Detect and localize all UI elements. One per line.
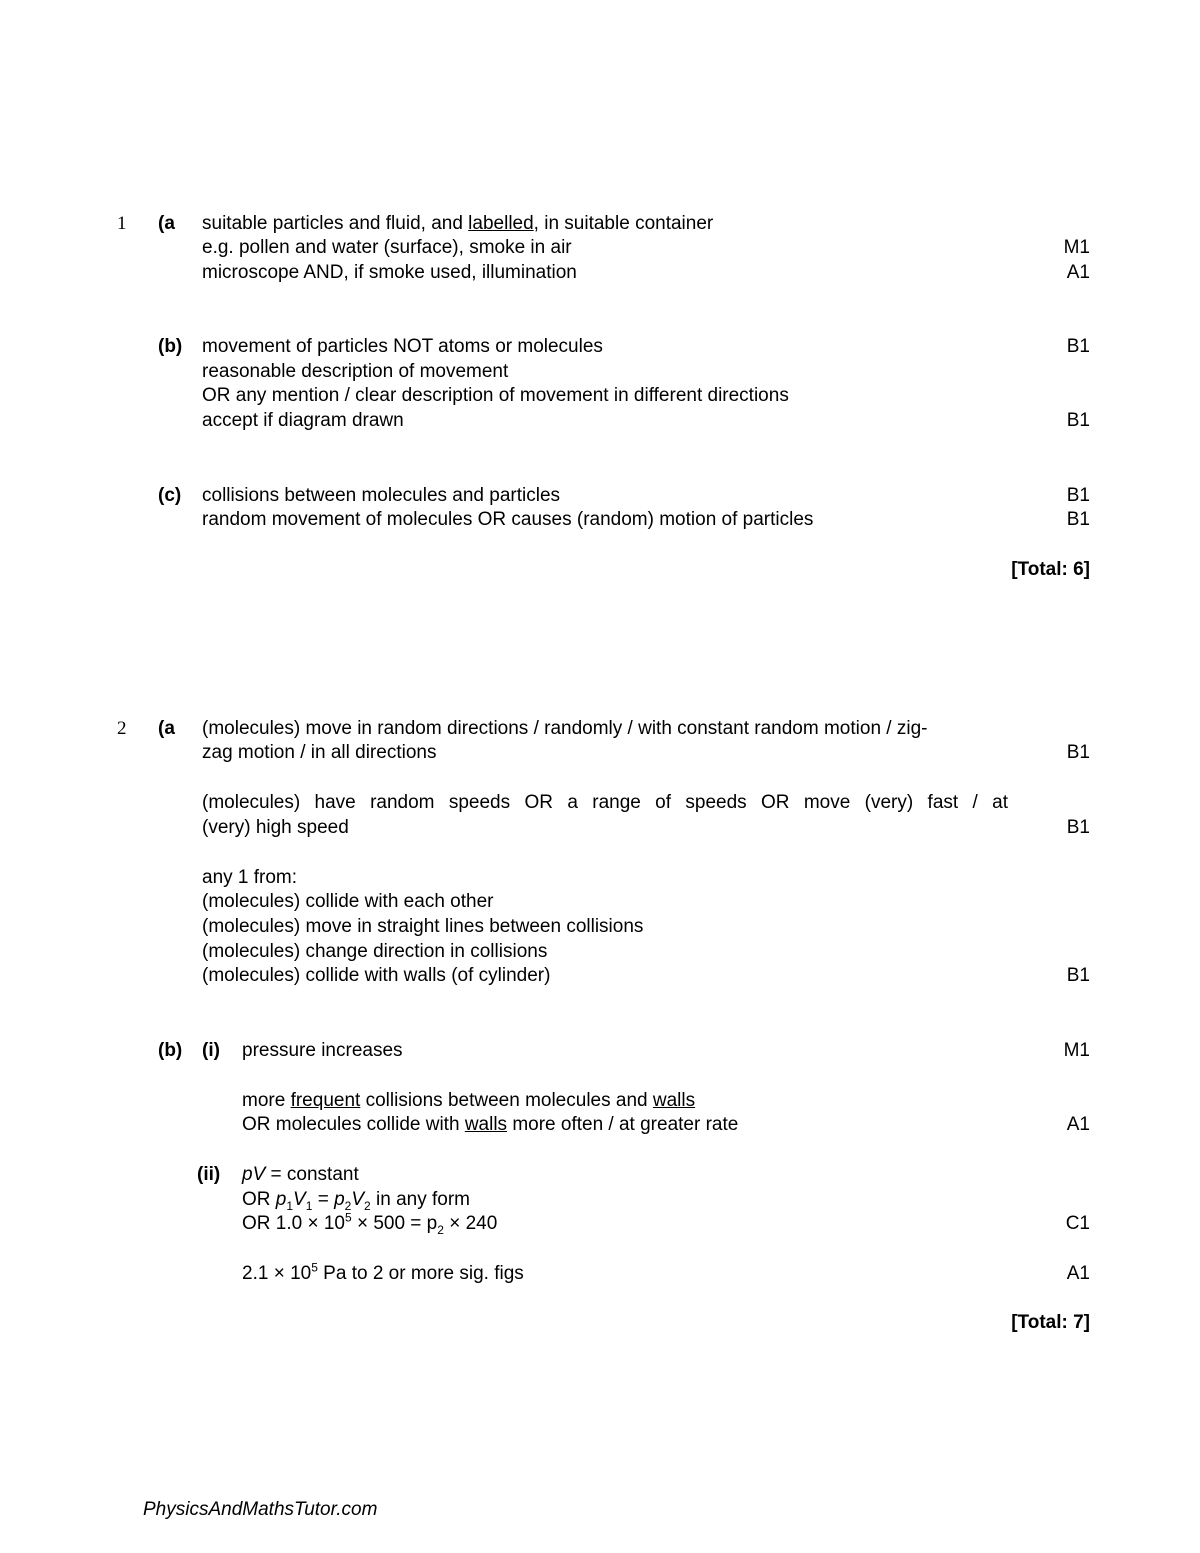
option-item: (molecules) move in straight lines between collisions: [202, 916, 644, 937]
answer-line: pressure increases: [242, 1040, 403, 1061]
question-total: [Total: 7]: [1011, 1312, 1090, 1333]
option-item: (molecules) change direction in collisions: [202, 941, 548, 962]
answer-line: collisions between molecules and particles: [202, 485, 561, 506]
mark-code: B1: [1066, 485, 1090, 506]
question-number: 2: [117, 718, 127, 739]
answer-line: OR any mention / clear description of movement in different directions: [202, 385, 789, 406]
mark-code: M1: [1063, 1040, 1090, 1061]
answer-line: $2.1 \times 10^5$ Pa to 2 or more sig. figs: [242, 1260, 524, 1284]
option-item: (molecules) collide with walls (of cylinder): [202, 965, 551, 986]
answer-line: more frequent collisions between molecules and walls: [242, 1090, 696, 1111]
mark-code: C1: [1065, 1213, 1090, 1234]
mark-code: A1: [1066, 1263, 1090, 1284]
question-number: 1: [117, 213, 127, 234]
answer-line: OR $p_1V_1 = p_2V_2$ in any form: [242, 1189, 470, 1213]
answer-line: (very) high speed: [202, 817, 349, 838]
mark-code: A1: [1066, 262, 1090, 283]
part-label: (a: [158, 718, 175, 739]
answer-line: random movement of molecules OR causes (random) motion of particles: [202, 509, 814, 530]
mark-code: B1: [1066, 742, 1090, 763]
answer-line: microscope AND, if smoke used, illumination: [202, 262, 577, 283]
answer-line: OR $1.0 \times 10^5 \times 500 = p_2 \times 240$: [242, 1210, 498, 1237]
mark-code: B1: [1066, 965, 1090, 986]
part-label: (c): [158, 485, 182, 506]
answer-line: suitable particles and fluid, and labelled, in suitable container: [202, 213, 714, 234]
subpart-label: (ii): [197, 1164, 221, 1185]
answer-line: (molecules) have random speeds OR a range of speeds OR move (very) fast / at: [202, 792, 1008, 813]
answer-line: zag motion / in all directions: [202, 742, 437, 763]
answer-line: pV = constant: [242, 1164, 359, 1185]
subpart-label: (i): [202, 1040, 220, 1061]
footer-site-name: PhysicsAndMathsTutor.com: [143, 1499, 378, 1520]
mark-code: B1: [1066, 410, 1090, 431]
answer-line: e.g. pollen and water (surface), smoke in air: [202, 237, 572, 258]
answer-line: movement of particles NOT atoms or molecules: [202, 336, 603, 357]
mark-code: A1: [1066, 1114, 1090, 1135]
mark-code: M1: [1063, 237, 1090, 258]
mark-code: B1: [1066, 509, 1090, 530]
answer-line: (molecules) move in random directions / randomly / with constant random motion / zig-: [202, 718, 928, 739]
any-from-label: any 1 from:: [202, 867, 298, 888]
mark-code: B1: [1066, 817, 1090, 838]
answer-line: reasonable description of movement: [202, 361, 509, 382]
question-total: [Total: 6]: [1011, 559, 1090, 580]
answer-line: OR molecules collide with walls more often / at greater rate: [242, 1114, 739, 1135]
part-label: (b): [158, 336, 183, 357]
part-label: (b): [158, 1040, 183, 1061]
answer-line: accept if diagram drawn: [202, 410, 404, 431]
mark-code: B1: [1066, 336, 1090, 357]
option-item: (molecules) collide with each other: [202, 891, 494, 912]
part-label: (a: [158, 213, 175, 234]
